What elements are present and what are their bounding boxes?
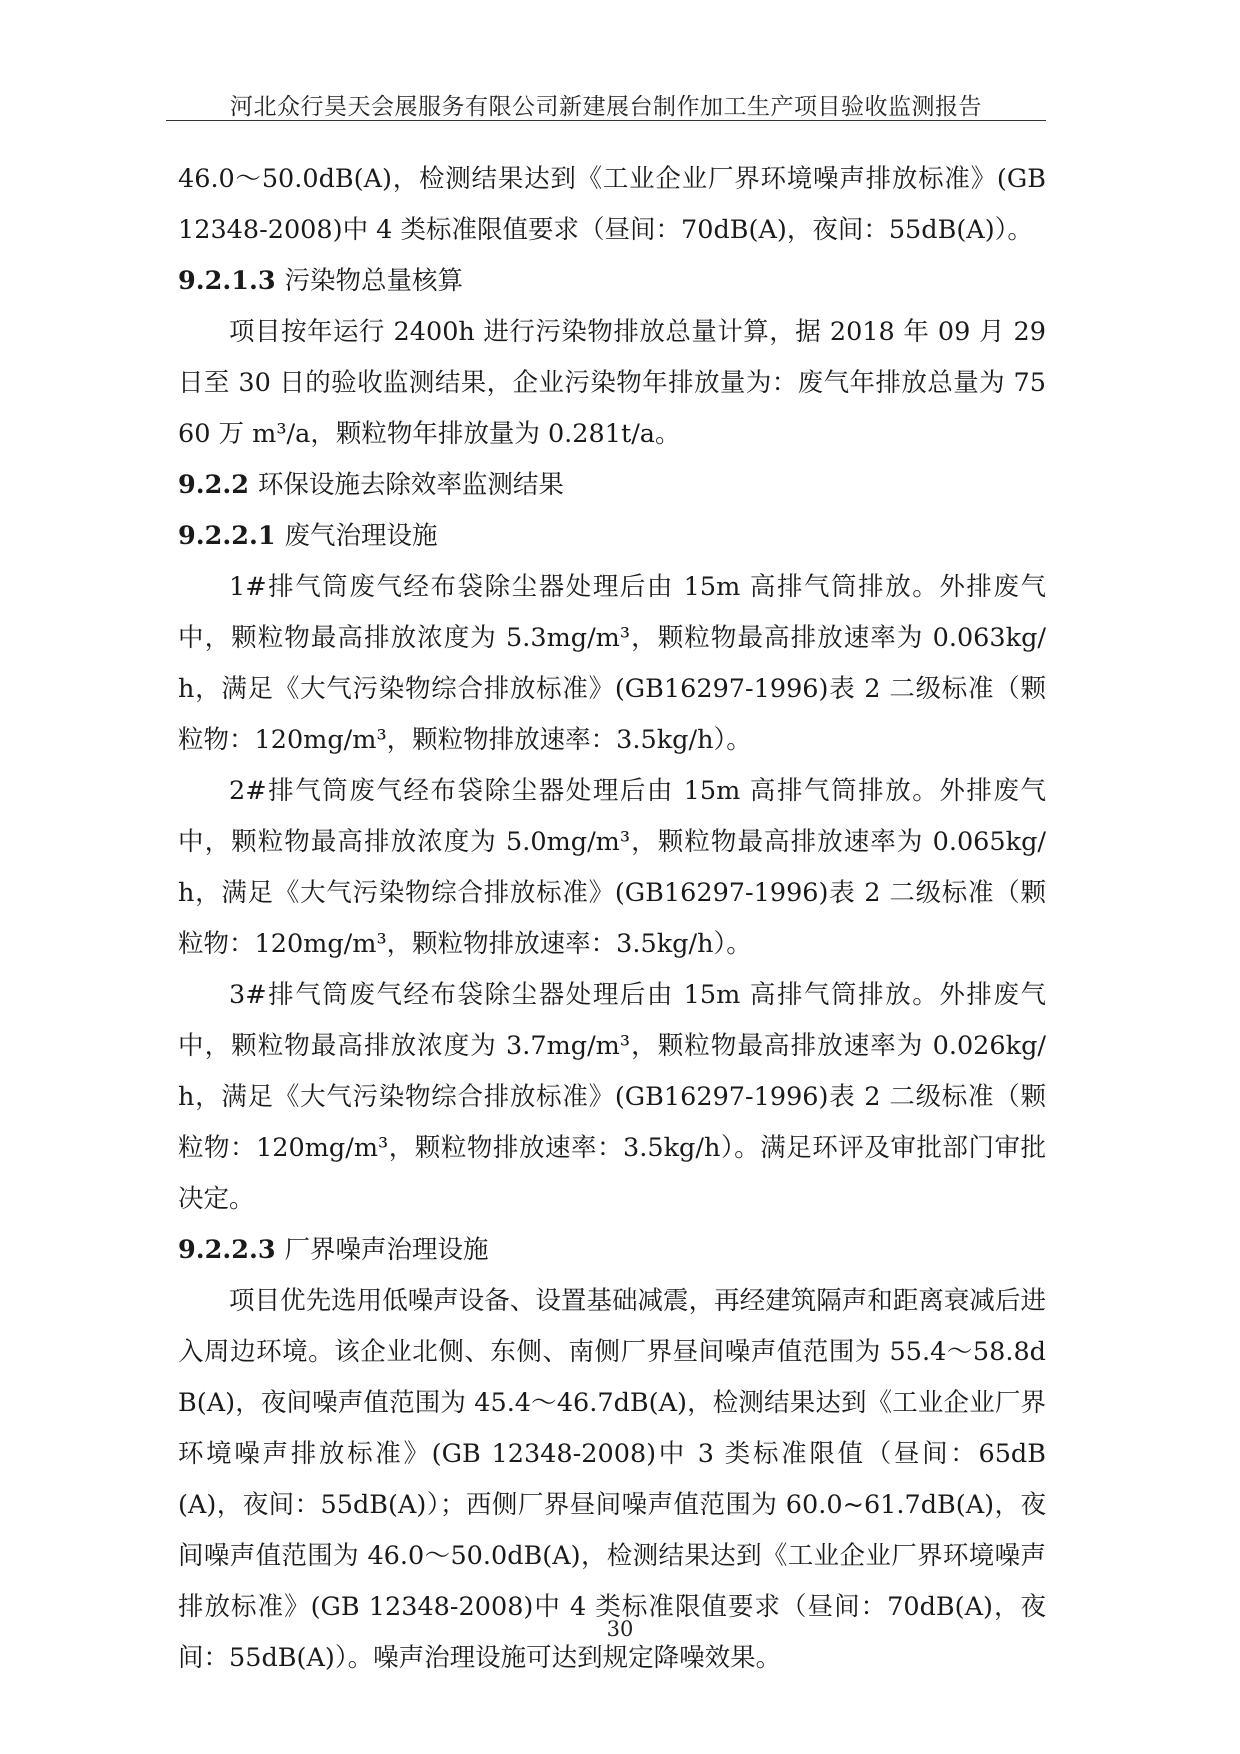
paragraph-noise-continued: 46.0～50.0dB(A)，检测结果达到《工业企业厂界环境噪声排放标准》(GB 12348-2008)中 4 类标准限值要求（昼间：70dB(A)，夜间：55dB(A)）。 [178, 164, 1046, 245]
paragraph-stack-1: 1#排气筒废气经布袋除尘器处理后由 15m 高排气筒排放。外排废气中，颗粒物最高排放浓度为 5.3mg/m³，颗粒物最高排放速率为 0.063kg/h，满足《大气污染物综合排放标准》(GB16297-1996)表 2 二级标准（颗粒物：120mg/m³，颗粒物排放速率：3.5kg/h）。 [178, 572, 1046, 755]
section-title: 厂界噪声治理设施 [284, 1235, 489, 1265]
section-number: 9.2.1.3 [178, 266, 285, 296]
section-title: 环保设施去除效率监测结果 [257, 470, 564, 500]
section-heading-9-2-2 [178, 460, 1046, 511]
document-body [178, 154, 1046, 1684]
section-number: 9.2.2 [178, 470, 258, 500]
paragraph-stack-2: 2#排气筒废气经布袋除尘器处理后由 15m 高排气筒排放。外排废气中，颗粒物最高排放浓度为 5.0mg/m³，颗粒物最高排放速率为 0.065kg/h，满足《大气污染物综合排放标准》(GB16297-1996)表 2 二级标准（颗粒物：120mg/m³，颗粒物排放速率：3.5kg/h）。 [178, 776, 1046, 959]
section-title: 废气治理设施 [284, 521, 438, 551]
section-heading-9-2-2-3 [178, 1225, 1046, 1276]
page-number: 30 [606, 1617, 634, 1641]
section-heading-9-2-1-3 [178, 256, 1046, 307]
section-number: 9.2.2.1 [178, 521, 285, 551]
section-title: 污染物总量核算 [284, 266, 463, 296]
paragraph-stack-3: 3#排气筒废气经布袋除尘器处理后由 15m 高排气筒排放。外排废气中，颗粒物最高排放浓度为 3.7mg/m³，颗粒物最高排放速率为 0.026kg/h，满足《大气污染物综合排放标准》(GB16297-1996)表 2 二级标准（颗粒物：120mg/m³，颗粒物排放速率：3.5kg/h）。满足环评及审批部门审批决定。 [178, 980, 1046, 1214]
section-heading-9-2-2-1 [178, 511, 1046, 562]
running-header: 河北众行昊天会展服务有限公司新建展台制作加工生产项目验收监测报告 [230, 94, 982, 120]
section-number: 9.2.2.3 [178, 1235, 285, 1265]
header-divider [166, 120, 1046, 121]
paragraph-noise-control: 项目优先选用低噪声设备、设置基础减震，再经建筑隔声和距离衰减后进入周边环境。该企业北侧、东侧、南侧厂界昼间噪声值范围为 55.4～58.8dB(A)，夜间噪声值范围为 45.4～46.7dB(A)，检测结果达到《工业企业厂界环境噪声排放标准》(GB 12348-2008)中 3 类标准限值（昼间：65dB(A)，夜间：55dB(A)）；西侧厂界昼间噪声值范围为 60.0~61.7dB(A)，夜间噪声值范围为 46.0～50.0dB(A)，检测结果达到《工业企业厂界环境噪声排放标准》(GB 12348-2008)中 4 类标准限值要求（昼间：70dB(A)，夜间：55dB(A)）。噪声治理设施可达到规定降噪效果。 [178, 1286, 1046, 1673]
paragraph-total-emissions: 项目按年运行 2400h 进行污染物排放总量计算，据 2018 年 09 月 29 日至 30 日的验收监测结果，企业污染物年排放量为：废气年排放总量为 7560 万 m³/a，颗粒物年排放量为 0.281t/a。 [178, 317, 1046, 449]
